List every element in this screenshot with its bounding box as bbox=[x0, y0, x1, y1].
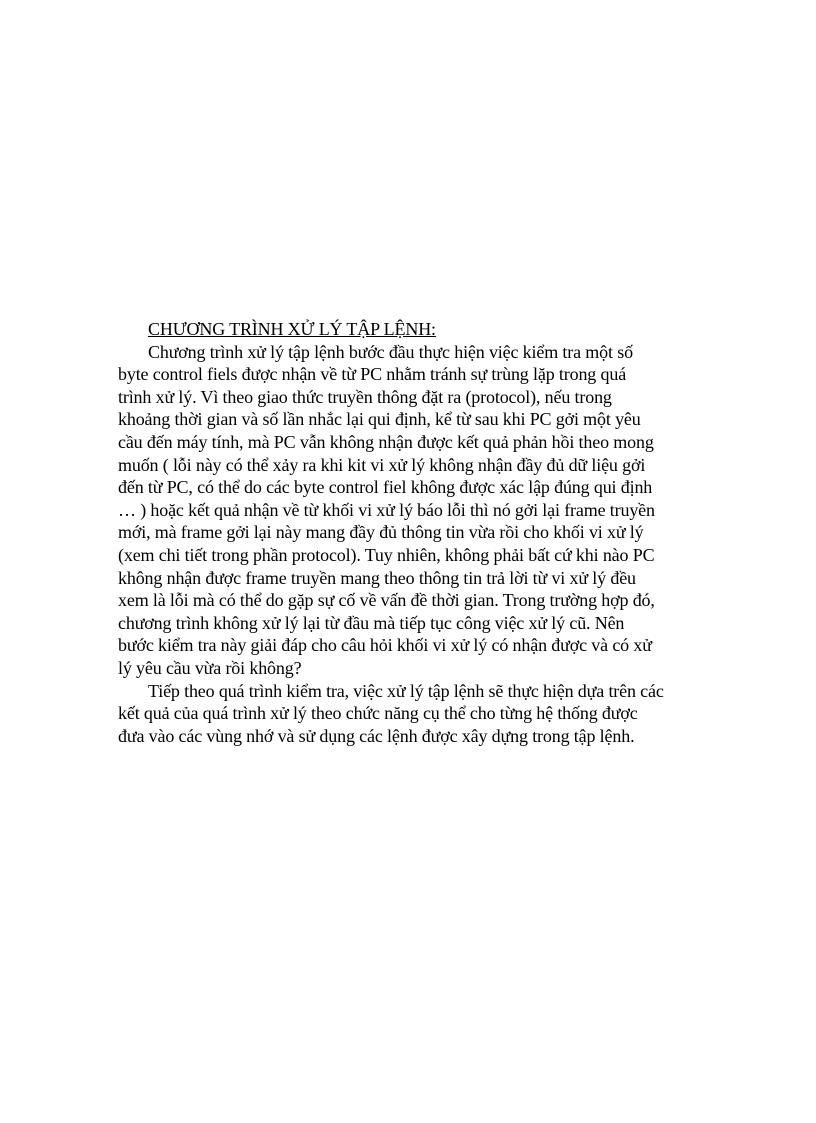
text-line: (xem chi tiết trong phần protocol). Tuy nhiên, không phải bất cứ khi nào PC bbox=[118, 544, 655, 565]
text-line: kết quả của quá trình xử lý theo chức năng cụ thể cho từng hệ thống được bbox=[118, 703, 638, 724]
document-body bbox=[118, 318, 700, 747]
text-line: cầu đến máy tính, mà PC vẫn không nhận được kết quả phản hồi theo mong bbox=[118, 431, 654, 452]
text-line: Chương trình xử lý tập lệnh bước đầu thực hiện việc kiểm tra một số bbox=[148, 341, 633, 362]
text-line: mới, mà frame gởi lại này mang đầy đủ thông tin vừa rồi cho khối vi xử lý bbox=[118, 522, 644, 543]
text-line: byte control fiels được nhận về từ PC nhằm tránh sự trùng lặp trong quá bbox=[118, 364, 627, 385]
text-line: … ) hoặc kết quả nhận về từ khối vi xử lý báo lỗi thì nó gởi lại frame truyền bbox=[118, 499, 655, 520]
text-line: không nhận được frame truyền mang theo thông tin trả lời từ vi xử lý đều bbox=[118, 567, 636, 588]
text-line: muốn ( lỗi này có thể xảy ra khi kit vi xử lý không nhận đầy đủ dữ liệu gởi bbox=[118, 454, 646, 475]
section-heading: CHƯƠNG TRÌNH XỬ LÝ TẬP LỆNH: bbox=[148, 319, 436, 339]
text-line: trình xử lý. Vì theo giao thức truyền thông đặt ra (protocol), nếu trong bbox=[118, 386, 612, 407]
text-line: lý yêu cầu vừa rồi không? bbox=[118, 657, 302, 678]
text-line: đưa vào các vùng nhớ và sử dụng các lệnh được xây dựng trong tập lệnh. bbox=[118, 725, 635, 746]
text-line: khoảng thời gian và số lần nhắc lại qui định, kể từ sau khi PC gởi một yêu bbox=[118, 409, 641, 430]
paragraph-1 bbox=[118, 341, 700, 680]
text-line: xem là lỗi mà có thể do gặp sự cố về vấn đề thời gian. Trong trường hợp đó, bbox=[118, 590, 655, 611]
text-line: bước kiểm tra này giải đáp cho câu hỏi khối vi xử lý có nhận được và có xử bbox=[118, 635, 652, 656]
text-line: Tiếp theo quá trình kiểm tra, việc xử lý tập lệnh sẽ thực hiện dựa trên các bbox=[148, 680, 664, 701]
paragraph-2 bbox=[118, 680, 700, 748]
text-line: chương trình không xử lý lại từ đầu mà tiếp tục công việc xử lý cũ. Nên bbox=[118, 612, 625, 633]
text-line: đến từ PC, có thể do các byte control fiel không được xác lập đúng qui định bbox=[118, 477, 653, 498]
